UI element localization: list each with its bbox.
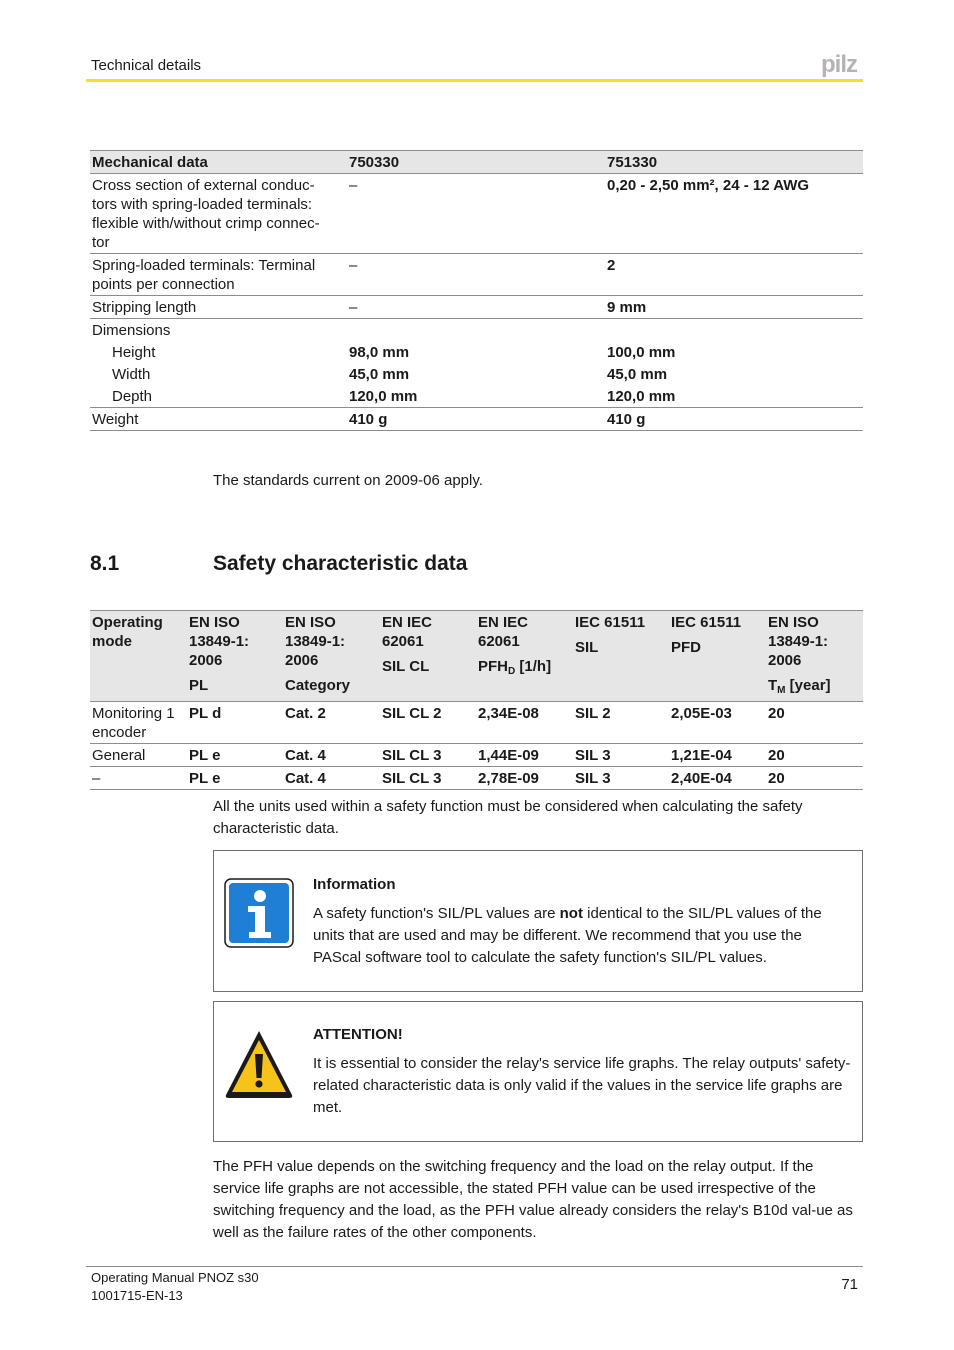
standards-note: The standards current on 2009-06 apply. xyxy=(213,472,483,489)
header-cell xyxy=(476,611,573,702)
header-cell xyxy=(283,611,380,702)
mechanical-data-table xyxy=(90,150,863,431)
table-row xyxy=(90,319,863,342)
value-cell: – xyxy=(347,254,605,296)
row-label: Stripping length xyxy=(90,296,347,319)
attention-box xyxy=(213,1001,863,1142)
value-cell: 2,78E-09 xyxy=(476,767,573,790)
row-label: Spring-loaded terminals: Terminal points per connection xyxy=(90,254,347,296)
value-cell: SIL 3 xyxy=(573,767,669,790)
value-cell: 1,44E-09 xyxy=(476,744,573,767)
info-text-part: identical to the SIL/PL values of the units that are used and may be different. We recommend that you use the PAScal software tool to calculate the safety function's SIL/PL values. xyxy=(313,905,822,966)
value-cell: 2,34E-08 xyxy=(476,702,573,744)
value-cell: 20 xyxy=(766,767,863,790)
information-box xyxy=(213,850,863,992)
info-text xyxy=(313,903,853,969)
row-label: Height xyxy=(112,344,156,361)
svg-text:pilz: pilz xyxy=(821,53,857,77)
header-standard: IEC 61511 xyxy=(575,614,646,631)
value-cell: 9 mm xyxy=(605,296,863,319)
header-quantity: PFD xyxy=(671,639,701,656)
header-title: Technical details xyxy=(91,57,202,74)
value-cell: Cat. 4 xyxy=(283,744,380,767)
header-standard: IEC 61511 xyxy=(671,614,742,631)
header-cell xyxy=(573,611,669,702)
information-icon xyxy=(224,878,294,952)
value-cell: Cat. 4 xyxy=(283,767,380,790)
value-cell: SIL CL 2 xyxy=(380,702,476,744)
header-cell: 751330 xyxy=(605,151,863,174)
value-cell: 2,05E-03 xyxy=(669,702,766,744)
section-number: 8.1 xyxy=(90,552,120,575)
value-cell: 20 xyxy=(766,744,863,767)
value-cell: – xyxy=(347,174,605,254)
header-rule xyxy=(86,79,863,82)
table-row xyxy=(90,408,863,431)
row-label: Depth xyxy=(90,385,347,408)
body-paragraph: All the units used within a safety function must be considered when calculating the safety characteristic data. xyxy=(213,798,803,837)
value-cell: 0,20 - 2,50 mm², 24 - 12 AWG xyxy=(605,174,863,254)
value-cell: 410 g xyxy=(605,408,863,431)
header-standard: EN ISO 13849-1: 2006 xyxy=(768,614,829,669)
operating-mode-cell: – xyxy=(90,767,187,790)
body-paragraph: The PFH value depends on the switching frequency and the load on the relay output. If the service life graphs are not accessible, the stated PFH value can be used irrespective of the switching frequency and the load, as the PFH value already considers the relay's B10d val-ue as well as the failure rates of the other components. xyxy=(213,1158,853,1241)
header-quantity: T xyxy=(768,677,778,694)
header-quantity: Category xyxy=(285,677,351,694)
value-cell: PL e xyxy=(187,767,283,790)
value-cell: 45,0 mm xyxy=(349,366,410,383)
table-header-row xyxy=(90,151,863,174)
table-row xyxy=(90,767,863,790)
table-row xyxy=(90,363,863,385)
operating-mode-cell: Monitoring 1 encoder xyxy=(90,702,187,744)
value-cell: SIL 3 xyxy=(573,744,669,767)
header-subscript: D xyxy=(508,666,516,677)
value-cell: 410 g xyxy=(347,408,605,431)
value-cell: 45,0 mm xyxy=(607,366,668,383)
header-cell xyxy=(766,611,863,702)
footer-rule xyxy=(86,1266,863,1267)
header-cell xyxy=(187,611,283,702)
header-unit: [year] xyxy=(785,677,831,694)
value-cell: 120,0 mm xyxy=(347,385,605,408)
value-cell: 1,21E-04 xyxy=(669,744,766,767)
header-subscript: M xyxy=(777,685,786,696)
table-row xyxy=(90,174,863,254)
header-cell: 750330 xyxy=(347,151,605,174)
value-cell: – xyxy=(347,296,605,319)
info-text-part: A safety function's SIL/PL values are xyxy=(313,905,560,922)
attention-text: It is essential to consider the relay's service life graphs. The relay outputs' safety-related characteristic data is only valid if the values in the service life graphs are met. xyxy=(313,1055,851,1116)
table-row xyxy=(90,296,863,319)
header-cell: Operating mode xyxy=(90,611,187,702)
header-standard: EN ISO 13849-1: 2006 xyxy=(189,614,250,669)
row-label: Weight xyxy=(90,408,347,431)
page-number: 71 xyxy=(841,1276,858,1293)
header-cell: Mechanical data xyxy=(90,151,347,174)
table-row xyxy=(90,702,863,744)
header-cell xyxy=(380,611,476,702)
value-cell: PL e xyxy=(187,744,283,767)
value-cell: Cat. 2 xyxy=(283,702,380,744)
table-header-row xyxy=(90,611,863,702)
header-cell xyxy=(669,611,766,702)
row-label: Dimensions xyxy=(92,322,171,339)
value-cell: 100,0 mm xyxy=(607,344,676,361)
warning-icon xyxy=(224,1028,294,1104)
operating-mode-cell: General xyxy=(90,744,187,767)
pilz-logo xyxy=(821,53,863,81)
footer-manual-title: Operating Manual PNOZ s30 xyxy=(91,1270,259,1285)
header-standard: EN ISO 13849-1: 2006 xyxy=(285,614,346,669)
row-label: Width xyxy=(112,366,151,383)
header-unit: [1/h] xyxy=(515,658,552,675)
header-quantity: SIL xyxy=(575,639,599,656)
value-cell: 2,40E-04 xyxy=(669,767,766,790)
value-cell: SIL 2 xyxy=(573,702,669,744)
info-text-emphasis: not xyxy=(559,905,583,922)
info-title: Information xyxy=(313,876,396,893)
table-row xyxy=(90,341,863,363)
value-cell: 2 xyxy=(605,254,863,296)
table-row xyxy=(90,744,863,767)
section-title: Safety characteristic data xyxy=(213,552,468,575)
header-standard: EN IEC 62061 xyxy=(478,614,529,650)
header-quantity: PFH xyxy=(478,658,508,675)
header-quantity: SIL CL xyxy=(382,658,430,675)
footer-document-id: 1001715-EN-13 xyxy=(91,1288,183,1303)
table-row xyxy=(90,254,863,296)
value-cell: 98,0 mm xyxy=(349,344,410,361)
header-standard: EN IEC 62061 xyxy=(382,614,433,650)
header-quantity: PL xyxy=(189,677,209,694)
value-cell: SIL CL 3 xyxy=(380,744,476,767)
value-cell: 120,0 mm xyxy=(605,385,863,408)
attention-title: ATTENTION! xyxy=(313,1026,403,1043)
value-cell: PL d xyxy=(187,702,283,744)
table-row xyxy=(90,385,863,408)
value-cell: SIL CL 3 xyxy=(380,767,476,790)
value-cell: 20 xyxy=(766,702,863,744)
safety-data-table xyxy=(90,610,863,790)
row-label: Cross section of external conduc- tors with spring-loaded terminals: flexible with/without crimp connec- tor xyxy=(90,174,347,254)
